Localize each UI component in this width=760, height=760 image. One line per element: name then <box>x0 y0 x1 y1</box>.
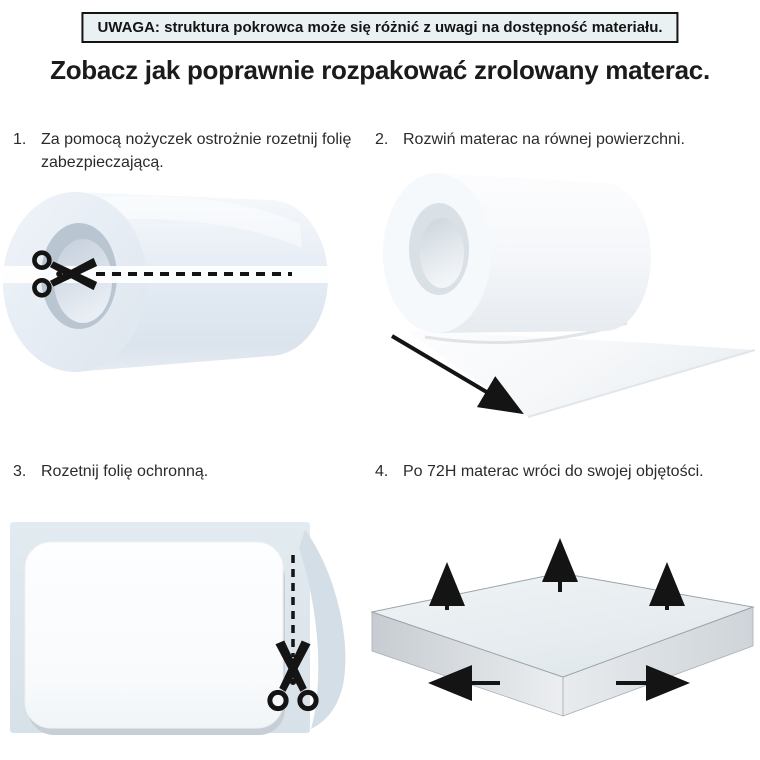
step-2-number: 2. <box>375 131 389 148</box>
step-3-text: Rozetnij folię ochronną. <box>41 463 209 480</box>
step-4-number: 4. <box>375 463 389 480</box>
step-3-caption <box>13 460 358 483</box>
step-3-number: 3. <box>13 463 27 480</box>
step-1-number: 1. <box>13 131 27 148</box>
step-4-text: Po 72H materac wróci do swojej objętości. <box>403 463 704 480</box>
step-2-illustration <box>365 165 760 430</box>
step-1-text: Za pomocą nożyczek ostrożnie rozetnij folię zabezpieczającą. <box>41 131 352 171</box>
notice-banner: UWAGA: struktura pokrowca może się różnić z uwagi na dostępność materiału. <box>81 12 678 43</box>
step-1-illustration <box>0 190 345 415</box>
step-1-caption <box>13 128 358 174</box>
mattress-slab <box>372 573 753 716</box>
flat-mattress <box>25 542 285 735</box>
step-2-text: Rozwiń materac na równej powierzchni. <box>403 131 685 148</box>
step-4-caption <box>375 460 755 483</box>
mattress-roll <box>383 173 651 343</box>
step-3-illustration <box>5 515 355 760</box>
step-4-illustration <box>360 510 760 760</box>
step-2-caption <box>375 128 750 151</box>
page-title: Zobacz jak poprawnie rozpakować zrolowany materac. <box>50 55 710 85</box>
